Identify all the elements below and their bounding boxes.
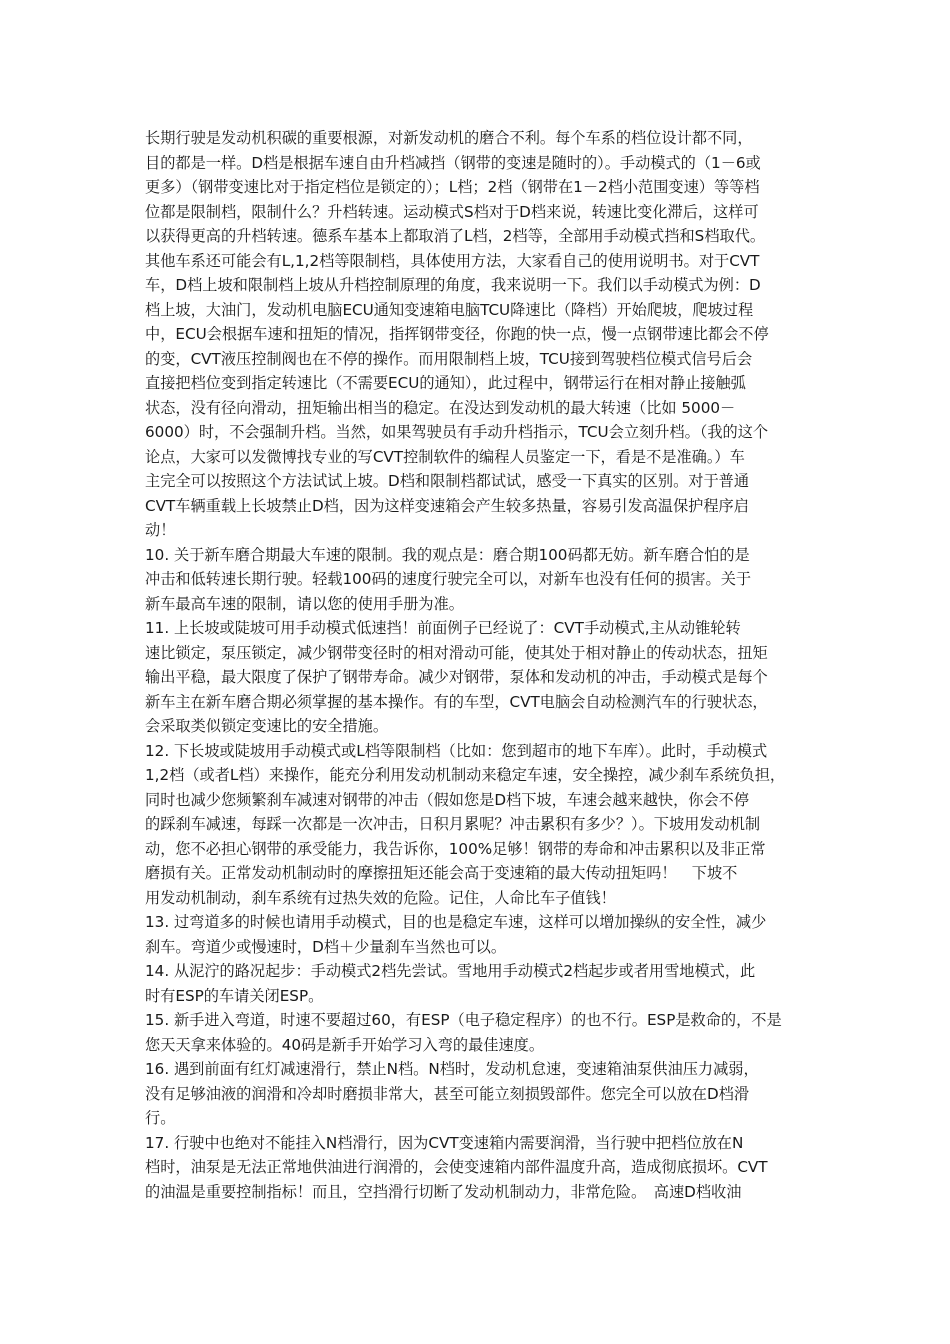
text-line: 位都是限制档，限制什么？升档转速。运动模式S档对于D档来说，转速比变化滞后，这样可 xyxy=(145,202,759,221)
text-line: 用发动机制动，刹车系统有过热失效的危险。记住，人命比车子值钱！ xyxy=(145,888,616,907)
text-line: 车，D档上坡和限制档上坡从升档控制原理的角度，我来说明一下。我们以手动模式为例：D xyxy=(145,276,761,294)
text-line: 17. 行驶中也绝对不能挂入N档滑行，因为CVT变速箱内需要润滑，当行驶中把档位放在N xyxy=(145,1133,744,1152)
text-line: 主完全可以按照这个方法试试上坡。D档和限制档都试试，感受一下真实的区别。对于普通 xyxy=(145,472,750,490)
text-line: 长期行驶是发动机积碳的重要根源，对新发动机的磨合不利。每个车系的档位设计都不同， xyxy=(145,129,753,147)
text-line: 11. 上长坡或陡坡可用手动模式低速挡！前面例子已经说了：CVT手动模式,主从动锥轮转 xyxy=(145,619,741,637)
text-line: 状态，没有径向滑动，扭矩输出相当的稳定。在没达到发动机的最大转速（比如 5000－ xyxy=(145,398,736,417)
text-line: 动，您不必担心钢带的承受能力，我告诉你，100%足够！钢带的寿命和冲击累积以及非正常 xyxy=(145,839,766,858)
text-line: 磨损有关。正常发动机制动时的摩擦扭矩还能会高于变速箱的最大传动扭矩吗！ 下坡不 xyxy=(145,864,738,882)
text-line: 冲击和低转速长期行驶。轻载100码的速度行驶完全可以，对新车也没有任何的损害。关于 xyxy=(145,570,752,588)
text-line: 10. 关于新车磨合期最大车速的限制。我的观点是：磨合期100码都无妨。新车磨合怕的是 xyxy=(145,545,750,564)
text-line: 15. 新手进入弯道，时速不要超过60，有ESP（电子稳定程序）的也不行。ESP是救命的，不是 xyxy=(145,1011,782,1029)
text-line: 动！ xyxy=(145,521,176,539)
text-line: 行。 xyxy=(145,1109,176,1127)
text-line: 新车主在新车磨合期必须掌握的基本操作。有的车型，CVT电脑会自动检测汽车的行驶状态， xyxy=(145,692,768,711)
text-line: 16. 遇到前面有红灯减速滑行，禁止N档。N档时，发动机怠速，变速箱油泵供油压力减弱， xyxy=(145,1060,759,1078)
text-line: 1,2档（或者L档）来操作，能充分利用发动机制动来稳定车速，安全操控，减少刹车系统负担， xyxy=(145,766,786,784)
text-line: CVT车辆重载上长坡禁止D档，因为这样变速箱会产生较多热量，容易引发高温保护程序启 xyxy=(145,496,749,515)
text-line: 14. 从泥泞的路况起步：手动模式2档先尝试。雪地用手动模式2档起步或者用雪地模式，此 xyxy=(145,962,756,980)
text-line: 档上坡，大油门，发动机电脑ECU通知变速箱电脑TCU降速比（降档）开始爬坡，爬坡过程 xyxy=(145,300,754,319)
text-line: 速比锁定，泵压锁定，减少钢带变径时的相对滑动可能，使其处于相对静止的传动状态，扭矩 xyxy=(145,643,768,662)
text-line: 会采取类似锁定变速比的安全措施。 xyxy=(145,717,388,735)
text-line: 其他车系还可能会有L,1,2档等限制档，具体使用方法，大家看自己的使用说明书。对于CVT xyxy=(145,251,760,270)
text-line: 输出平稳，最大限度了保护了钢带寿命。减少对钢带，泵体和发动机的冲击，手动模式是每个 xyxy=(145,668,768,686)
text-line: 档时，油泵是无法正常地供油进行润滑的，会使变速箱内部件温度升高，造成彻底损坏。CVT xyxy=(145,1158,768,1176)
text-line: 中，ECU会根据车速和扭矩的情况，指挥钢带变径，你跑的快一点，慢一点钢带速比都会不停 xyxy=(145,325,769,343)
text-line: 目的都是一样。D档是根据车速自由升档减挡（钢带的变速是随时的）。手动模式的（1－6或 xyxy=(145,153,761,172)
text-line: 的油温是重要控制指标！而且，空挡滑行切断了发动机制动力，非常危险。 高速D档收油 xyxy=(145,1182,742,1201)
text-line: 的变，CVT液压控制阀也在不停的操作。而用限制档上坡，TCU接到驾驶档位模式信号后会 xyxy=(145,349,753,368)
text-line: 13. 过弯道多的时候也请用手动模式，目的也是稳定车速，这样可以增加操纵的安全性，减少 xyxy=(145,913,767,931)
text-line: 新车最高车速的限制，请以您的使用手册为准。 xyxy=(145,594,464,613)
text-line: 更多）（钢带变速比对于指定档位是锁定的）；L档；2档（钢带在1－2档小范围变速）等等档 xyxy=(145,178,760,196)
text-line: 6000）时，不会强制升档。当然，如果驾驶员有手动升档指示，TCU会立刻升档。（我的这个 xyxy=(145,423,769,441)
text-line: 时有ESP的车请关闭ESP。 xyxy=(145,986,324,1005)
text-line: 刹车。弯道少或慢速时，D档＋少量刹车当然也可以。 xyxy=(145,937,507,956)
text-line: 直接把档位变到指定转速比（不需要ECU的通知），此过程中，钢带运行在相对静止接触弧 xyxy=(145,374,746,392)
text-line: 没有足够油液的润滑和冷却时磨损非常大，甚至可能立刻损毁部件。您完全可以放在D档滑 xyxy=(145,1084,750,1103)
text-line: 论点，大家可以发微博找专业的写CVT控制软件的编程人员鉴定一下，看是不是准确。）车 xyxy=(145,447,745,466)
text-line: 以获得更高的升档转速。德系车基本上都取消了L档，2档等，全部用手动模式挡和S档取代。 xyxy=(145,227,766,245)
text-line: 的踩刹车减速，每踩一次都是一次冲击，日积月累呢？冲击累积有多少？）。下坡用发动机制 xyxy=(145,815,761,833)
text-line: 12. 下长坡或陡坡用手动模式或L档等限制档（比如：您到超市的地下车库）。此时，手动模式 xyxy=(145,741,768,760)
document-body xyxy=(145,126,815,1204)
text-line: 您天天拿来体验的。40码是新手开始学习入弯的最佳速度。 xyxy=(145,1035,545,1054)
text-line: 同时也减少您频繁刹车减速对钢带的冲击（假如您是D档下坡，车速会越来越快，你会不停 xyxy=(145,790,750,809)
